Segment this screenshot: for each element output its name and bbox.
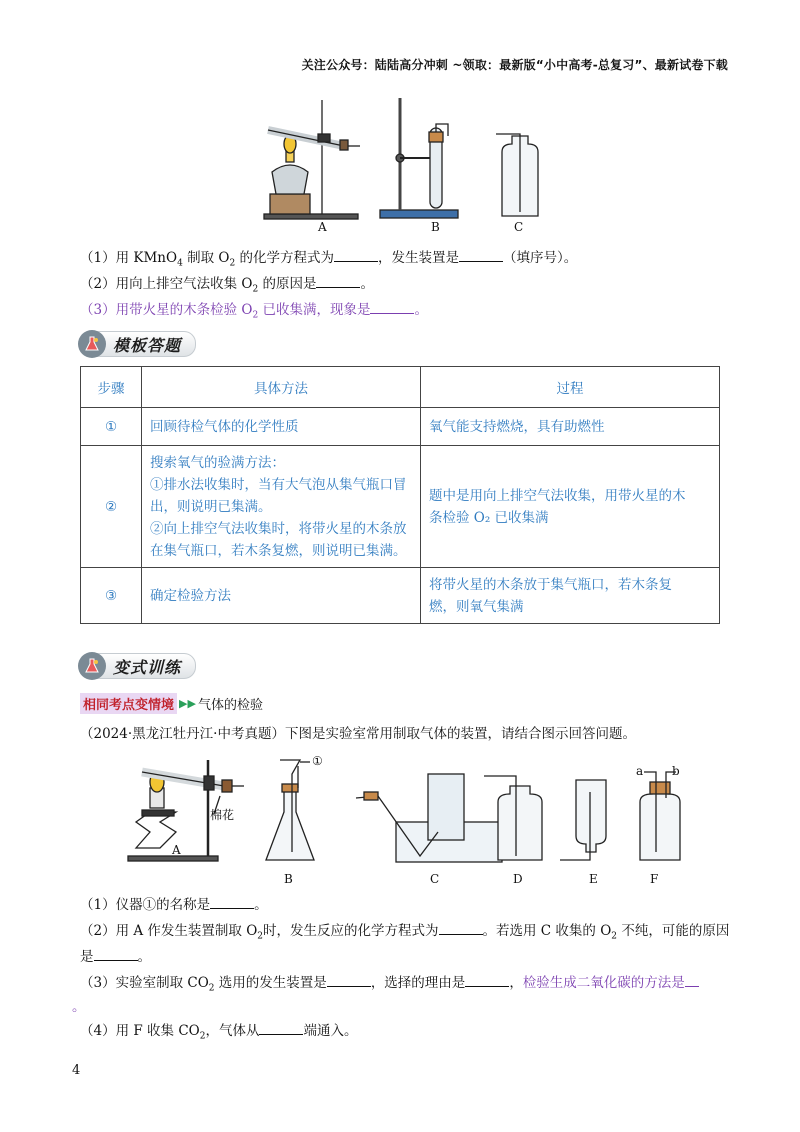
table-cell-method: 搜索氧气的验满方法： ①排水法收集时，当有大气泡从集气瓶口冒 出，则说明已集满。 ②向上排空气法收集时，将带火星的木条放 在集气瓶口，若木条复燃，则说明已集满。 xyxy=(142,446,421,568)
apparatus-e-bottle xyxy=(560,780,606,860)
section-title: 变式训练 xyxy=(92,653,196,679)
answer-blank[interactable] xyxy=(439,922,483,935)
method-table xyxy=(80,366,720,624)
table-header: 步骤 xyxy=(81,367,142,408)
figure-2-label-b: B xyxy=(284,872,293,886)
table-cell-process: 题中是用向上排空气法收集，用带火星的木 条检验 O₂ 已收集满 xyxy=(421,446,720,568)
section-title: 模板答题 xyxy=(92,331,196,357)
table-row xyxy=(81,568,720,624)
figure-2-label-d: D xyxy=(513,872,523,886)
table-cell-process: 氧气能支持燃烧，具有助燃性 xyxy=(421,408,720,446)
figure-2-label-a: A xyxy=(172,843,181,857)
answer-blank[interactable] xyxy=(370,301,414,314)
question-2-2: （2）用 A 作发生装置制取 $O_2$时，发生反应的化学方程式为 。若选用 C 收集的 $O_2$ 不纯，可能的原因 xyxy=(80,923,730,942)
figure-1-label-a: A xyxy=(318,220,327,234)
table-cell-method: 回顾待检气体的化学性质 xyxy=(142,408,421,446)
figure-1-apparatus xyxy=(250,92,570,237)
table-header: 过程 xyxy=(421,367,720,408)
apparatus-a-heating xyxy=(264,100,360,219)
apparatus-b-stand xyxy=(380,98,458,218)
topic-tag xyxy=(80,693,263,714)
table-cell-step: ③ xyxy=(81,568,142,624)
cotton-label: 棉花 xyxy=(210,808,235,822)
flask-icon xyxy=(78,652,106,680)
question-2-3-cont: 。 xyxy=(72,999,86,1015)
question-2-4: （4）用 F 收集 $CO_2$，气体从 端通入。 xyxy=(80,1023,358,1042)
figure-2-label-c: C xyxy=(430,872,440,886)
instrument-marker: ① xyxy=(312,754,323,768)
port-a-label: a xyxy=(636,764,644,778)
header-note: 关注公众号：陆陆高分冲刺 ~领取：最新版“小中高考-总复习”、最新试卷下载 xyxy=(301,58,728,72)
question-1-3: （3）用带火星的木条检验 $O_2$ 已收集满，现象是 。 xyxy=(80,302,428,321)
figure-1-label-b: B xyxy=(431,220,440,234)
answer-blank[interactable] xyxy=(334,249,378,262)
table-header-row xyxy=(81,367,720,408)
apparatus-f-bottle xyxy=(640,772,680,860)
table-cell-process: 将带火星的木条放于集气瓶口，若木条复 燃，则氧气集满 xyxy=(421,568,720,624)
figure-2-label-e: E xyxy=(589,872,598,886)
question-1-2: （2）用向上排空气法收集 $O_2$ 的原因是 。 xyxy=(80,276,374,295)
answer-blank[interactable] xyxy=(327,974,371,987)
flask-icon xyxy=(78,330,106,358)
table-header: 具体方法 xyxy=(142,367,421,408)
apparatus-b-flask xyxy=(266,760,314,860)
table-row xyxy=(81,408,720,446)
table-cell-step: ① xyxy=(81,408,142,446)
tag-text: 气体的检验 xyxy=(197,698,263,713)
table-row xyxy=(81,446,720,568)
page-number: 4 xyxy=(72,1063,81,1078)
figure-2-label-f: F xyxy=(650,872,659,886)
question-2-3: （3）实验室制取 $CO_2$ 选用的发生装置是 ，选择的理由是 ，检验生成二氧化碳的方法是 xyxy=(80,971,699,994)
table-cell-step: ② xyxy=(81,446,142,568)
question-2-2-cont: 是 。 xyxy=(80,949,151,965)
answer-blank[interactable] xyxy=(465,974,509,987)
apparatus-c-trough xyxy=(356,774,502,862)
section-badge-template xyxy=(78,330,196,358)
port-b-label: b xyxy=(672,764,680,778)
answer-blank[interactable] xyxy=(459,249,503,262)
tag-highlight: 相同考点变情境 xyxy=(80,693,177,714)
problem-intro: （2024·黑龙江牡丹江·中考真题）下图是实验室常用制取气体的装置，请结合图示回答问题。 xyxy=(80,726,636,742)
section-badge-variant xyxy=(78,652,196,680)
figure-2-apparatus xyxy=(120,752,700,870)
double-arrow-icon: ▶▶ xyxy=(179,697,196,710)
question-1-1: （1）用 KMnO$_4$ 制取 $O_2$ 的化学方程式为 ，发生装置是 （填序号）。 xyxy=(80,250,578,269)
answer-blank[interactable] xyxy=(94,948,138,961)
apparatus-c-bottle xyxy=(496,134,538,216)
answer-blank[interactable] xyxy=(259,1022,303,1035)
answer-blank[interactable] xyxy=(210,896,254,909)
question-2-1: （1）仪器①的名称是 。 xyxy=(80,897,268,913)
answer-blank[interactable] xyxy=(316,275,360,288)
table-cell-method: 确定检验方法 xyxy=(142,568,421,624)
answer-blank[interactable] xyxy=(685,974,699,987)
figure-1-label-c: C xyxy=(514,220,524,234)
